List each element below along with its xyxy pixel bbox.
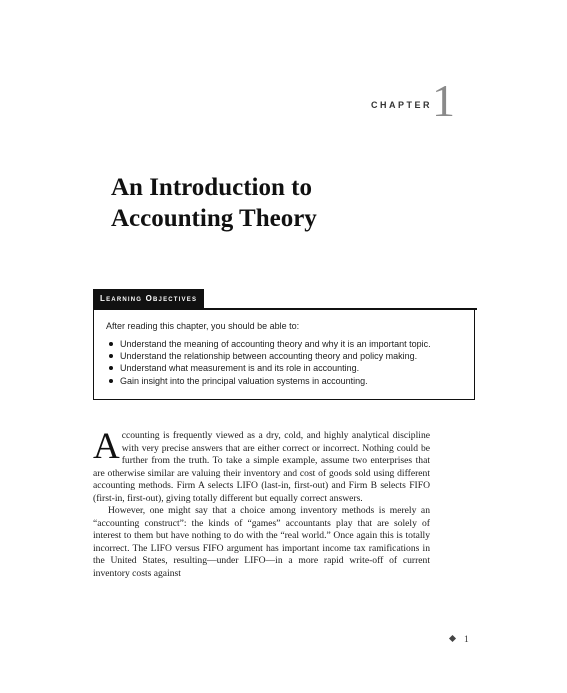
chapter-label: CHAPTER [370, 100, 432, 110]
chapter-title-line-1: An Introduction to [111, 174, 312, 201]
body-paragraph-2: However, one might say that a choice among inventory methods is merely an “accounting construct”: the kinds of “games” accountants play that are solely of interest to them but have nothing to do with the “real world.” Once again this is totally incorrect. The LIFO versus FIFO argument has important income tax ramifications in the United States, resulting—under LIFO—in a more rapid write-off of current inventory costs against [93, 505, 430, 579]
body-text [93, 426, 430, 580]
learning-objective-item: Gain insight into the principal valuation systems in accounting. [106, 375, 431, 387]
page-footer [450, 635, 469, 645]
learning-objectives-intro: After reading this chapter, you should be able to: [106, 321, 300, 331]
learning-objectives-list [106, 338, 431, 387]
learning-objectives-box [93, 310, 475, 400]
learning-objective-item: Understand the relationship between accounting theory and policy making. [106, 350, 431, 362]
chapter-number: 1 [432, 75, 455, 126]
diamond-icon [449, 635, 456, 642]
body-paragraph-1-text: ccounting is frequently viewed as a dry, cold, and highly analytical discipline with very precise answers that are either correct or incorrect. Nothing could be further from the truth. To take a simple example, assume two enterprises that are otherwise similar are valuing their inventory and cost of goods sold using different accounting methods. Firm A selects LIFO (last-in, first-out) and Firm B selects FIFO (first-in, first-out), giving totally different but equally correct answers. [93, 430, 430, 504]
page-number: 1 [464, 635, 469, 645]
chapter-title-line-2: Accounting Theory [111, 205, 317, 232]
chapter-title [111, 172, 317, 234]
body-paragraph-1 [93, 426, 430, 505]
learning-objective-item: Understand what measurement is and its role in accounting. [106, 362, 431, 374]
learning-objective-item: Understand the meaning of accounting theory and why it is an important topic. [106, 338, 431, 350]
drop-cap: A [93, 426, 120, 467]
learning-objectives-heading: Learning Objectives [93, 289, 204, 309]
